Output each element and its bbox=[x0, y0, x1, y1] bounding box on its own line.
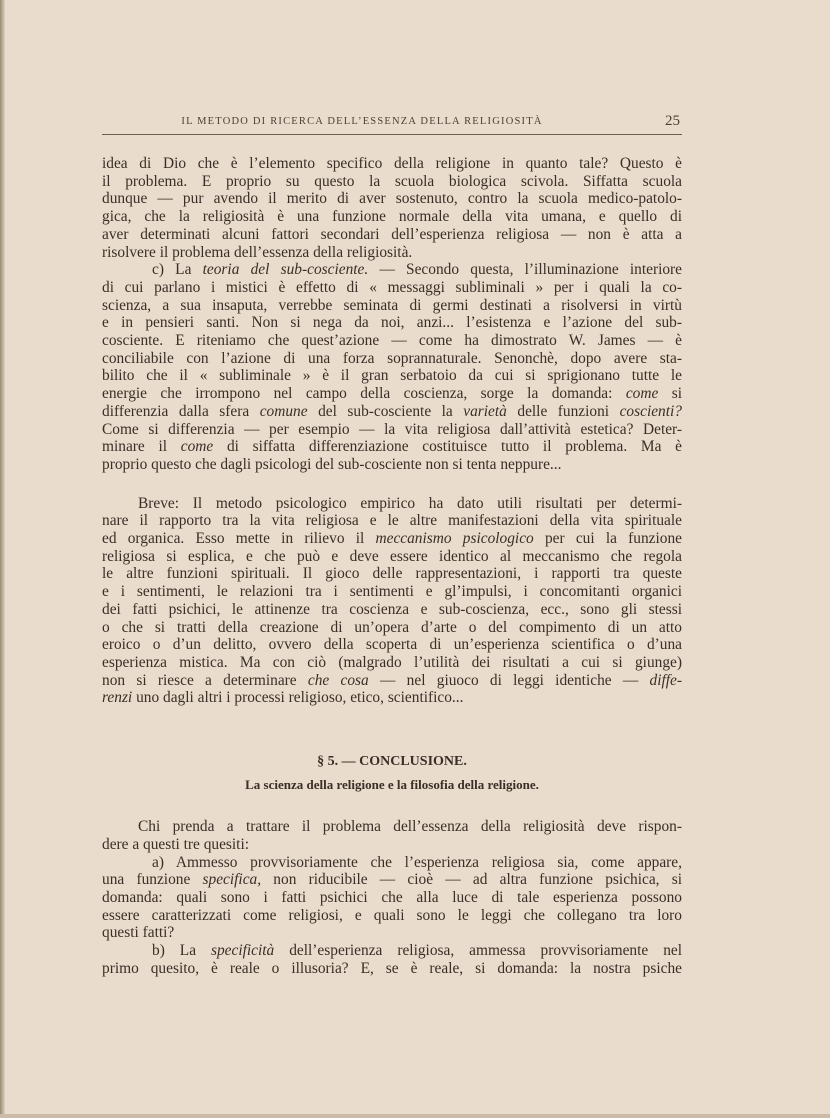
italic-term: come bbox=[625, 385, 659, 403]
text-line bbox=[102, 438, 682, 456]
text-line bbox=[102, 385, 682, 403]
text-line bbox=[102, 261, 682, 279]
text-line: dei fatti psichici, le attinenze tra coscienza e sub-coscienza, ecc., sono gli stessi bbox=[102, 600, 682, 618]
text-line: bilito che il « subliminale » è il gran serbatoio da cui si sprigionano tutte le bbox=[102, 367, 682, 385]
text-line bbox=[102, 871, 682, 889]
text-line: Chi prenda a trattare il problema dell’essenza della religiosità deve rispon- bbox=[138, 818, 682, 836]
paragraph-question-b bbox=[102, 942, 682, 977]
italic-term: specificità bbox=[211, 942, 275, 960]
page-edge-shadow bbox=[0, 0, 5, 1118]
text-fragment: dell’esperienza religiosa, ammessa provvisoriamente nel bbox=[274, 942, 683, 960]
paragraph-gap bbox=[102, 474, 682, 495]
paragraph-summary bbox=[102, 495, 682, 707]
text-line: idea di Dio che è l’elemento specifico della religione in quanto tale? Questo è bbox=[102, 155, 682, 172]
text-fragment: delle funzioni bbox=[506, 402, 620, 420]
text-fragment: uno dagli altri i processi religioso, etico, scientifico... bbox=[132, 689, 464, 707]
text-fragment: del sub-cosciente la bbox=[307, 402, 464, 420]
text-line: nare il rapporto tra la vita religiosa e le altre manifestazioni della vita spirituale bbox=[102, 512, 682, 530]
italic-term: diffe- bbox=[649, 671, 683, 689]
italic-term: comune bbox=[259, 402, 308, 420]
item-label: b) La bbox=[152, 942, 211, 960]
italic-term: varietà bbox=[463, 402, 507, 420]
italic-term: che cosa bbox=[307, 671, 369, 689]
text-line bbox=[102, 403, 682, 421]
text-line bbox=[102, 942, 682, 960]
text-line: eroico o d’un delitto, ovvero della scoperta di un’esperienza scientifica o d’una bbox=[102, 636, 682, 654]
section-title: § 5. — CONCLUSIONE. bbox=[317, 754, 467, 770]
text-line: questi fatti? bbox=[102, 924, 175, 942]
section-subtitle: La scienza della religione e la filosofia della religione. bbox=[245, 777, 539, 793]
text-fragment: non si riesce a determinare bbox=[102, 671, 308, 689]
text-fragment: si bbox=[658, 385, 682, 403]
text-line: aver determinati alcuni fattori secondari dell’esperienza religiosa — non è atta a bbox=[102, 225, 682, 243]
text-line: a) Ammesso provvisoriamente che l’esperienza religiosa sia, come appare, bbox=[152, 853, 682, 871]
italic-term: specifica, bbox=[202, 871, 262, 889]
text-line: Breve: Il metodo psicologico empirico ha dato utili risultati per determi- bbox=[138, 494, 682, 512]
page-bottom-edge bbox=[0, 1114, 830, 1118]
text-fragment: non riducibile — cioè — ad altra funzione psichica, si bbox=[261, 871, 682, 889]
text-line: scienza, a sua insaputa, verrebbe seminata di germi destinati a risolversi in virtù bbox=[102, 296, 682, 314]
text-line: gica, che la religiosità è una funzione normale della vita umana, e quello di bbox=[102, 208, 682, 226]
body-text bbox=[102, 155, 682, 977]
text-line: conciliabile con l’azione di una forza soprannaturale. Senonchè, dopo avere sta- bbox=[102, 349, 682, 367]
text-fragment: per cui la funzione bbox=[533, 530, 682, 548]
text-line: esperienza mistica. Ma con ciò (malgrado l’utilità dei risultati a cui si giunge) bbox=[102, 653, 682, 671]
item-label: c) La bbox=[152, 261, 203, 279]
text-line: proprio questo che dagli psicologi del sub-cosciente non si tenta neppure... bbox=[102, 455, 562, 473]
italic-term: teoria del sub-cosciente. bbox=[202, 261, 369, 279]
text-line bbox=[102, 689, 682, 707]
text-line: risolvere il problema dell’essenza della religiosità. bbox=[102, 243, 413, 261]
text-fragment: di siffatta differenziazione costituisce tutto il problema. Ma è bbox=[213, 438, 682, 456]
italic-term: meccanismo psicologico bbox=[375, 530, 534, 548]
paragraph-biological-school bbox=[102, 155, 682, 261]
text-line: di cui parlano i mistici è effetto di « messaggi subliminali » per i quali la co- bbox=[102, 278, 682, 296]
text-fragment: — Secondo questa, l’illuminazione interiore bbox=[368, 261, 683, 279]
text-fragment: ed organica. Esso mette in rilievo il bbox=[102, 530, 376, 548]
text-fragment: energie che irrompono nel campo della coscienza, sorge la domanda: bbox=[102, 385, 626, 403]
italic-term: renzi bbox=[102, 689, 133, 707]
text-line: e i sentimenti, le relazioni tra i sentimenti e gl’impulsi, i concomitanti organici bbox=[102, 583, 682, 601]
text-fragment: minare il bbox=[102, 438, 181, 456]
paragraph-subconscious-theory bbox=[102, 261, 682, 473]
paragraph-question-a bbox=[102, 854, 682, 943]
text-fragment: differenzia dalla sfera bbox=[102, 402, 260, 420]
text-line: Come si differenzia — per esempio — la vita religiosa dall’attività estetica? Deter- bbox=[102, 420, 682, 438]
page-number: 25 bbox=[665, 113, 680, 129]
italic-term: come bbox=[180, 438, 214, 456]
text-line: dunque — pur avendo il merito di aver sostenuto, contro la scuola medico-patolo- bbox=[102, 190, 682, 208]
text-line: domanda: quali sono i fatti psichici che alla luce di tale esperienza possono bbox=[102, 888, 682, 906]
section-gap bbox=[102, 794, 682, 818]
text-fragment: una funzione bbox=[102, 871, 203, 889]
text-line: le altre funzioni spirituali. Il gioco delle rappresentazioni, i rapporti tra queste bbox=[102, 565, 682, 583]
text-line: dere a questi tre quesiti: bbox=[102, 835, 250, 853]
text-line: primo quesito, è reale o illusoria? E, se è reale, si domanda: la nostra psiche bbox=[102, 959, 682, 977]
paragraph-three-questions bbox=[102, 818, 682, 853]
text-line bbox=[102, 672, 682, 690]
text-line: cosciente. E riteniamo che quest’azione — come ha dimostrato W. James — è bbox=[102, 332, 682, 350]
page-header bbox=[102, 108, 682, 135]
section-gap bbox=[102, 707, 682, 753]
text-line: il problema. E proprio su questo la scuola biologica scivola. Siffatta scuola bbox=[102, 172, 682, 190]
text-line: e in pensieri santi. Non si nega da noi, anzi... l’esistenza e l’azione del sub- bbox=[102, 314, 682, 332]
text-line: religiosa si esplica, e che può e deve essere identico al meccanismo che regola bbox=[102, 547, 682, 565]
text-fragment: — nel giuoco di leggi identiche — bbox=[368, 671, 650, 689]
text-line: essere caratterizzati come religiosi, e quali sono le leggi che collegano tra loro bbox=[102, 906, 682, 924]
text-line bbox=[102, 530, 682, 548]
text-line: o che si tratti della creazione di un’opera d’arte o del compimento di un atto bbox=[102, 618, 682, 636]
italic-term: coscienti? bbox=[619, 402, 682, 420]
running-head: IL METODO DI RICERCA DELL’ESSENZA DELLA RELIGIOSITÀ bbox=[181, 116, 543, 127]
